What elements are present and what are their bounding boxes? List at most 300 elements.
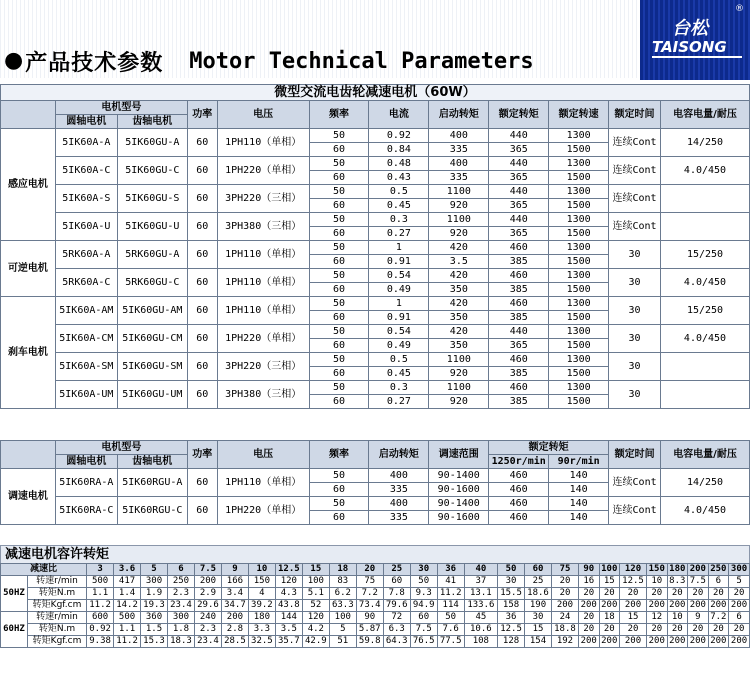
torque-cell: 59.8	[356, 636, 383, 648]
torque-cell: 18	[599, 612, 620, 624]
rated-torque-value: 460	[489, 381, 549, 395]
torque-cell: 18.8	[552, 624, 579, 636]
start-torque-value: 350	[429, 339, 489, 353]
ratio-value: 150	[647, 564, 668, 576]
model-header: 电机型号	[55, 101, 187, 115]
current-value: 0.27	[369, 227, 429, 241]
torque-cell: 200	[599, 600, 620, 612]
speed-range-value: 90-1400	[429, 497, 489, 511]
rated-speed-value: 1300	[549, 213, 609, 227]
start-torque-value: 1100	[429, 381, 489, 395]
ratio-value: 3	[87, 564, 114, 576]
torque-cell: 15	[599, 576, 620, 588]
table-row	[1, 576, 750, 588]
rated-torque-value: 365	[489, 339, 549, 353]
round-shaft-model: 5RK60A-A	[55, 241, 117, 269]
allowable-torque-table	[0, 563, 750, 648]
torque-cell: 20	[599, 588, 620, 600]
current-header: 电流	[369, 101, 429, 129]
torque-90-value: 140	[549, 483, 609, 497]
power-value: 60	[187, 241, 217, 269]
torque-cell: 7.2	[356, 588, 383, 600]
torque-cell: 192	[552, 636, 579, 648]
torque-cell: 3.4	[221, 588, 248, 600]
table-row	[1, 185, 750, 199]
power-header: 功率	[187, 441, 217, 469]
frequency-value: 60	[309, 311, 369, 325]
current-value: 0.5	[369, 353, 429, 367]
rated-torque-value: 440	[489, 325, 549, 339]
capacitor-value	[661, 353, 750, 381]
torque-cell: 20	[578, 612, 599, 624]
rated-speed-value: 1500	[549, 339, 609, 353]
table-row	[1, 325, 750, 339]
round-shaft-model: 5IK60A-AM	[55, 297, 117, 325]
frequency-label: 50HZ	[1, 576, 28, 612]
model-header: 电机型号	[55, 441, 187, 455]
title-chinese: 产品技术参数	[25, 50, 164, 76]
torque-cell: 60	[383, 576, 410, 588]
rated-speed-header: 额定转速	[549, 101, 609, 129]
frequency-value: 50	[309, 269, 369, 283]
rated-time-value: 连续Cont	[609, 469, 661, 497]
power-value: 60	[187, 353, 217, 381]
rated-speed-value: 1500	[549, 367, 609, 381]
power-value: 60	[187, 469, 217, 497]
torque-cell: 200	[647, 600, 668, 612]
torque-cell: 24	[552, 612, 579, 624]
torque-cell: 600	[87, 612, 114, 624]
rated-speed-value: 1300	[549, 353, 609, 367]
current-value: 0.5	[369, 185, 429, 199]
rated-time-value: 30	[609, 353, 661, 381]
rated-speed-value: 1500	[549, 227, 609, 241]
frequency-value: 60	[309, 367, 369, 381]
voltage-value: 1PH110（单相）	[217, 241, 309, 269]
ratio-value: 20	[356, 564, 383, 576]
rated-torque-value: 365	[489, 227, 549, 241]
frequency-value: 60	[309, 511, 369, 525]
rated-speed-value: 1300	[549, 129, 609, 143]
torque-cell: 200	[221, 612, 248, 624]
rated-speed-value: 1500	[549, 255, 609, 269]
torque-cell: 20	[578, 624, 599, 636]
ratio-value: 30	[410, 564, 437, 576]
rated-time-value: 连续Cont	[609, 213, 661, 241]
voltage-value: 1PH110（单相）	[217, 297, 309, 325]
round-shaft-model: 5IK60A-A	[55, 129, 117, 157]
rated-torque-value: 385	[489, 395, 549, 409]
frequency-value: 50	[309, 325, 369, 339]
voltage-value: 3PH220（三相）	[217, 185, 309, 213]
torque-cell: 7.6	[437, 624, 464, 636]
group-name: 可逆电机	[1, 241, 56, 297]
torque-cell: 6.3	[383, 624, 410, 636]
torque-cell: 83	[329, 576, 356, 588]
frequency-value: 60	[309, 171, 369, 185]
voltage-value: 3PH220（三相）	[217, 353, 309, 381]
torque-cell: 18.6	[525, 588, 552, 600]
torque-cell: 20	[620, 588, 647, 600]
frequency-value: 50	[309, 497, 369, 511]
gear-shaft-model: 5IK60GU-CM	[117, 325, 187, 353]
start-torque-value: 335	[369, 483, 429, 497]
torque-cell: 15.5	[498, 588, 525, 600]
frequency-value: 60	[309, 255, 369, 269]
torque-cell: 9.38	[87, 636, 114, 648]
torque-cell: 200	[578, 600, 599, 612]
table-caption: 微型交流电齿轮减速电机（60W）	[1, 85, 750, 101]
torque-cell: 41	[437, 576, 464, 588]
torque-cell: 13.1	[464, 588, 497, 600]
capacitor-header: 电容电量/耐压	[661, 441, 750, 469]
torque-cell: 20	[688, 624, 709, 636]
power-value: 60	[187, 157, 217, 185]
frequency-value: 60	[309, 227, 369, 241]
torque-cell: 12	[647, 612, 668, 624]
start-torque-value: 400	[429, 129, 489, 143]
table-row	[1, 497, 750, 511]
gear-shaft-model: 5IK60GU-S	[117, 185, 187, 213]
ratio-value: 10	[248, 564, 275, 576]
torque-cell: 79.6	[383, 600, 410, 612]
rated-torque-value: 385	[489, 255, 549, 269]
start-torque-value: 1100	[429, 213, 489, 227]
table-row	[1, 612, 750, 624]
round-shaft-model: 5IK60RA-A	[55, 469, 117, 497]
ratio-value: 12.5	[275, 564, 302, 576]
ratio-value: 180	[667, 564, 688, 576]
torque-cell: 43.8	[275, 600, 302, 612]
torque-cell: 19.3	[141, 600, 168, 612]
freq-header: 频率	[309, 441, 369, 469]
rated-speed-value: 1500	[549, 395, 609, 409]
torque-cell: 417	[114, 576, 141, 588]
start-torque-value: 400	[369, 469, 429, 483]
torque-cell: 2.8	[221, 624, 248, 636]
torque-cell: 0.92	[87, 624, 114, 636]
torque-90-header: 90r/min	[549, 455, 609, 469]
start-torque-value: 420	[429, 297, 489, 311]
ratio-value: 40	[464, 564, 497, 576]
gear-shaft-header: 齿轴电机	[117, 115, 187, 129]
gear-shaft-model: 5IK60GU-UM	[117, 381, 187, 409]
round-shaft-header: 圆轴电机	[55, 115, 117, 129]
torque-cell: 14.2	[114, 600, 141, 612]
power-value: 60	[187, 213, 217, 241]
torque-1250-value: 460	[489, 511, 549, 525]
table-row	[1, 129, 750, 143]
voltage-value: 3PH380（三相）	[217, 213, 309, 241]
torque-cell: 240	[194, 612, 221, 624]
gear-shaft-model: 5IK60GU-A	[117, 129, 187, 157]
rated-speed-value: 1300	[549, 185, 609, 199]
torque-cell: 35.7	[275, 636, 302, 648]
rated-torque-value: 460	[489, 353, 549, 367]
start-torque-value: 420	[429, 325, 489, 339]
capacitor-header: 电容电量/耐压	[661, 101, 750, 129]
rated-time-value: 30	[609, 381, 661, 409]
torque-cell: 39.2	[248, 600, 275, 612]
torque-cell: 20	[729, 588, 750, 600]
torque-cell: 100	[302, 576, 329, 588]
torque-cell: 73.4	[356, 600, 383, 612]
torque-cell: 20	[647, 588, 668, 600]
torque-cell: 150	[248, 576, 275, 588]
round-shaft-header: 圆轴电机	[55, 455, 117, 469]
torque-1250-value: 460	[489, 469, 549, 483]
ratio-value: 100	[599, 564, 620, 576]
table-row	[1, 241, 750, 255]
torque-cell: 30	[525, 612, 552, 624]
capacitor-value: 14/250	[661, 129, 750, 157]
torque-cell: 5	[729, 576, 750, 588]
torque-90-value: 140	[549, 511, 609, 525]
torque-cell: 20	[667, 624, 688, 636]
torque-cell: 7.2	[708, 612, 729, 624]
torque-cell: 20	[708, 588, 729, 600]
table-row	[1, 600, 750, 612]
torque-cell: 120	[275, 576, 302, 588]
speed-control-table	[0, 440, 750, 525]
torque-cell: 200	[620, 636, 647, 648]
rated-torque-header: 额定转矩	[489, 441, 609, 455]
torque-cell: 94.9	[410, 600, 437, 612]
rated-speed-value: 1300	[549, 157, 609, 171]
round-shaft-model: 5IK60A-CM	[55, 325, 117, 353]
torque-cell: 360	[141, 612, 168, 624]
row-label: 转矩N.m	[27, 588, 86, 600]
torque-cell: 20	[708, 624, 729, 636]
torque-cell: 36	[498, 612, 525, 624]
rated-torque-value: 460	[489, 241, 549, 255]
start-torque-value: 920	[429, 199, 489, 213]
rated-time-value: 连续Cont	[609, 185, 661, 213]
voltage-value: 1PH220（单相）	[217, 497, 309, 525]
torque-cell: 7.5	[688, 576, 709, 588]
torque-cell: 12.5	[620, 576, 647, 588]
torque-cell: 15.3	[141, 636, 168, 648]
torque-cell: 52	[302, 600, 329, 612]
rated-torque-value: 385	[489, 311, 549, 325]
torque-cell: 20	[599, 624, 620, 636]
torque-cell: 200	[620, 600, 647, 612]
gear-shaft-model: 5IK60RGU-A	[117, 469, 187, 497]
table-row	[1, 353, 750, 367]
torque-cell: 1.8	[168, 624, 195, 636]
start-torque-value: 350	[429, 283, 489, 297]
torque-cell: 20	[620, 624, 647, 636]
rated-torque-value: 385	[489, 367, 549, 381]
voltage-header: 电压	[217, 441, 309, 469]
rated-time-value: 连续Cont	[609, 129, 661, 157]
logo-underline	[652, 56, 742, 58]
torque-cell: 90	[356, 612, 383, 624]
torque-cell: 20	[552, 576, 579, 588]
round-shaft-model: 5IK60RA-C	[55, 497, 117, 525]
page-title	[4, 46, 534, 76]
start-torque-value: 1100	[429, 353, 489, 367]
torque-cell: 200	[647, 636, 668, 648]
frequency-label: 60HZ	[1, 612, 28, 648]
current-value: 1	[369, 297, 429, 311]
rated-speed-value: 1300	[549, 297, 609, 311]
voltage-value: 1PH220（单相）	[217, 157, 309, 185]
torque-cell: 6	[729, 612, 750, 624]
power-value: 60	[187, 297, 217, 325]
torque-cell: 108	[464, 636, 497, 648]
table-row	[1, 297, 750, 311]
power-value: 60	[187, 497, 217, 525]
rated-time-value: 连续Cont	[609, 497, 661, 525]
rated-time-value: 30	[609, 297, 661, 325]
frequency-value: 60	[309, 483, 369, 497]
torque-cell: 180	[248, 612, 275, 624]
current-value: 0.91	[369, 311, 429, 325]
current-value: 0.49	[369, 283, 429, 297]
current-value: 0.54	[369, 325, 429, 339]
torque-cell: 34.7	[221, 600, 248, 612]
power-value: 60	[187, 381, 217, 409]
torque-cell: 200	[667, 636, 688, 648]
round-shaft-model: 5RK60A-C	[55, 269, 117, 297]
start-torque-value: 920	[429, 395, 489, 409]
torque-cell: 30	[498, 576, 525, 588]
round-shaft-model: 5IK60A-UM	[55, 381, 117, 409]
torque-cell: 50	[410, 576, 437, 588]
torque-cell: 2.3	[168, 588, 195, 600]
current-value: 0.43	[369, 171, 429, 185]
rated-torque-value: 385	[489, 283, 549, 297]
start-torque-header: 启动转矩	[429, 101, 489, 129]
torque-cell: 9	[688, 612, 709, 624]
torque-cell: 200	[729, 600, 750, 612]
frequency-value: 50	[309, 129, 369, 143]
torque-cell: 4.3	[275, 588, 302, 600]
current-value: 0.84	[369, 143, 429, 157]
title-english: Motor Technical Parameters	[189, 48, 534, 74]
speed-range-value: 90-1600	[429, 483, 489, 497]
current-value: 0.3	[369, 381, 429, 395]
torque-cell: 200	[688, 600, 709, 612]
torque-cell: 11.2	[437, 588, 464, 600]
capacitor-value: 4.0/450	[661, 269, 750, 297]
torque-cell: 25	[525, 576, 552, 588]
torque-cell: 1.1	[87, 588, 114, 600]
rated-speed-value: 1300	[549, 241, 609, 255]
torque-cell: 5.1	[302, 588, 329, 600]
start-torque-value: 335	[429, 171, 489, 185]
rated-speed-value: 1300	[549, 325, 609, 339]
start-torque-value: 350	[429, 311, 489, 325]
row-label: 转速r/min	[27, 612, 86, 624]
gear-shaft-header: 齿轴电机	[117, 455, 187, 469]
rated-torque-value: 460	[489, 297, 549, 311]
gear-shaft-model: 5IK60GU-C	[117, 157, 187, 185]
torque-cell: 9.3	[410, 588, 437, 600]
voltage-value: 3PH380（三相）	[217, 381, 309, 409]
torque-cell: 300	[141, 576, 168, 588]
ratio-value: 9	[221, 564, 248, 576]
torque-cell: 3.5	[275, 624, 302, 636]
torque-cell: 12.5	[498, 624, 525, 636]
start-torque-value: 400	[369, 497, 429, 511]
power-value: 60	[187, 269, 217, 297]
torque-cell: 15	[620, 612, 647, 624]
start-torque-value: 400	[429, 157, 489, 171]
torque-cell: 4.2	[302, 624, 329, 636]
torque-cell: 128	[498, 636, 525, 648]
gear-shaft-model: 5RK60GU-C	[117, 269, 187, 297]
torque-cell: 200	[552, 600, 579, 612]
rated-torque-value: 440	[489, 185, 549, 199]
torque-cell: 133.6	[464, 600, 497, 612]
torque-cell: 76.5	[410, 636, 437, 648]
current-value: 1	[369, 241, 429, 255]
ratio-value: 200	[688, 564, 709, 576]
capacitor-value: 14/250	[661, 469, 750, 497]
capacitor-value: 15/250	[661, 241, 750, 269]
torque-cell: 28.5	[221, 636, 248, 648]
speed-range-value: 90-1600	[429, 511, 489, 525]
ratio-value: 15	[302, 564, 329, 576]
torque-cell: 200	[688, 636, 709, 648]
torque-cell: 6	[708, 576, 729, 588]
rated-speed-value: 1500	[549, 143, 609, 157]
start-torque-value: 335	[429, 143, 489, 157]
blank-header	[1, 441, 56, 469]
table-row	[1, 269, 750, 283]
frequency-value: 50	[309, 297, 369, 311]
torque-cell: 20	[552, 588, 579, 600]
capacitor-value: 15/250	[661, 297, 750, 325]
torque-cell: 200	[729, 636, 750, 648]
voltage-header: 电压	[217, 101, 309, 129]
torque-cell: 166	[221, 576, 248, 588]
torque-cell: 63.3	[329, 600, 356, 612]
start-torque-value: 420	[429, 269, 489, 283]
torque-cell: 20	[667, 588, 688, 600]
torque-cell: 75	[356, 576, 383, 588]
table-row	[1, 624, 750, 636]
ratio-label: 减速比	[1, 564, 87, 576]
rated-torque-value: 365	[489, 171, 549, 185]
round-shaft-model: 5IK60A-C	[55, 157, 117, 185]
voltage-value: 1PH220（单相）	[217, 325, 309, 353]
capacitor-value: 4.0/450	[661, 325, 750, 353]
torque-cell: 37	[464, 576, 497, 588]
torque-cell: 8.3	[667, 576, 688, 588]
table-row	[1, 213, 750, 227]
gear-shaft-model: 5RK60GU-A	[117, 241, 187, 269]
current-value: 0.45	[369, 367, 429, 381]
start-torque-value: 3.5	[429, 255, 489, 269]
frequency-value: 50	[309, 185, 369, 199]
torque-cell: 11.2	[114, 636, 141, 648]
ratio-value: 50	[498, 564, 525, 576]
start-torque-value: 335	[369, 511, 429, 525]
torque-cell: 2.3	[194, 624, 221, 636]
torque-cell: 42.9	[302, 636, 329, 648]
rated-speed-value: 1500	[549, 199, 609, 213]
torque-cell: 2.9	[194, 588, 221, 600]
torque-cell: 20	[729, 624, 750, 636]
torque-cell: 20	[578, 588, 599, 600]
torque-cell: 154	[525, 636, 552, 648]
row-label: 转矩Kgf.cm	[27, 636, 86, 648]
rated-time-value: 连续Cont	[609, 157, 661, 185]
rated-speed-value: 1500	[549, 311, 609, 325]
